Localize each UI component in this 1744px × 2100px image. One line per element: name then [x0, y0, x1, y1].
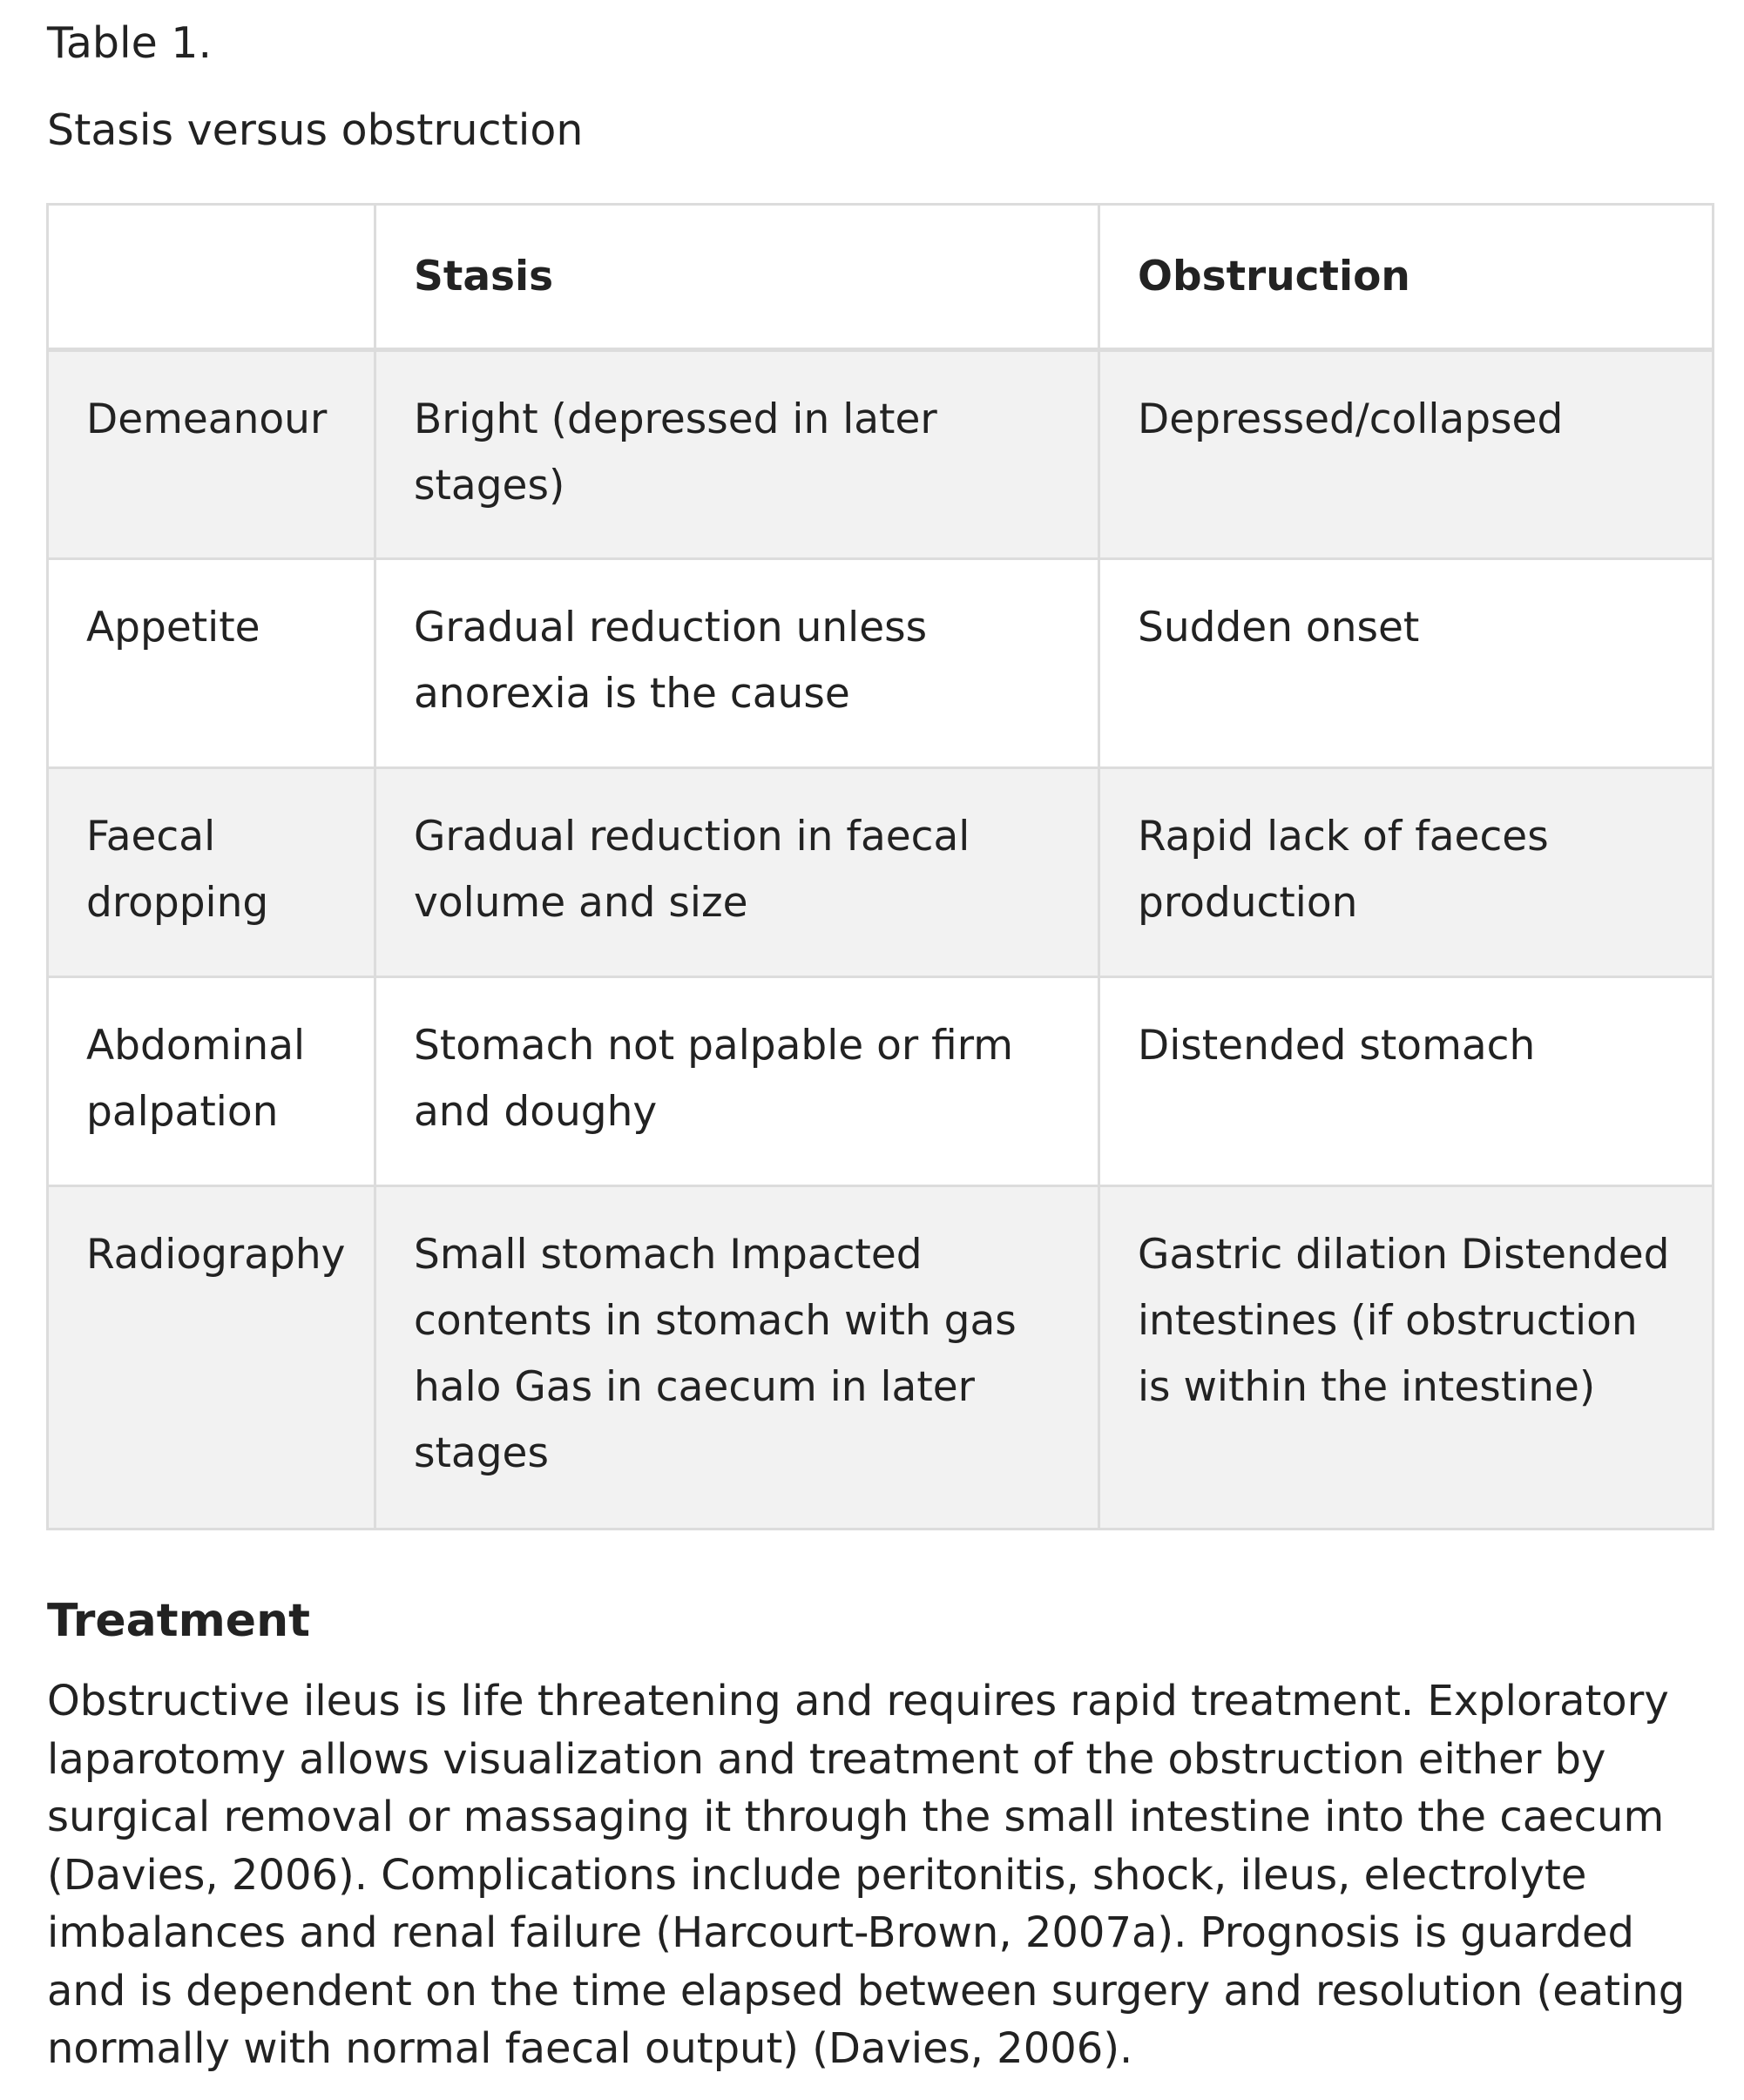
table-caption-label: Table 1.: [47, 18, 213, 68]
obstruction-cell: Sudden onset: [1099, 559, 1714, 768]
row-label-cell: Demeanour: [48, 350, 375, 559]
stasis-cell: Bright (depressed in later stages): [375, 350, 1099, 559]
stasis-cell: Gradual reduction unless anorexia is the cause: [375, 559, 1099, 768]
header-cell-empty: [48, 205, 375, 350]
table-row: [48, 1186, 1714, 1529]
stasis-cell: Stomach not palpable or firm and doughy: [375, 977, 1099, 1186]
stasis-cell: Small stomach Impacted contents in stomach with gas halo Gas in caecum in later stages: [375, 1186, 1099, 1529]
table-caption-title: Stasis versus obstruction: [47, 105, 584, 155]
obstruction-cell: Gastric dilation Distended intestines (if obstruction is within the intestine): [1099, 1186, 1714, 1529]
obstruction-cell: Distended stomach: [1099, 977, 1714, 1186]
table-row: [48, 977, 1714, 1186]
header-cell-stasis: Stasis: [375, 205, 1099, 350]
table-row: [48, 768, 1714, 977]
comparison-table: [46, 203, 1714, 1530]
section-heading-treatment: Treatment: [47, 1595, 310, 1647]
table-row: [48, 350, 1714, 559]
table-row: [48, 559, 1714, 768]
stasis-cell: Gradual reduction in faecal volume and size: [375, 768, 1099, 977]
row-label-cell: Radiography: [48, 1186, 375, 1529]
row-label-cell: Appetite: [48, 559, 375, 768]
obstruction-cell: Rapid lack of faeces production: [1099, 768, 1714, 977]
row-label-cell: Faecal dropping: [48, 768, 375, 977]
row-label-cell: Abdominal palpation: [48, 977, 375, 1186]
treatment-paragraph: Obstructive ileus is life threatening and requires rapid treatment. Exploratory laparotomy allows visualization and treatment of the obstruction either by surgical removal or massaging it through the small intestine into the caecum (Davies, 2006). Complications include peritonitis, shock, ileus, electrolyte imbalances and renal failure (Harcourt-Brown, 2007a). Prognosis is guarded and is dependent on the time elapsed between surgery and resolution (eating normally with normal faecal output) (Davies, 2006).: [47, 1677, 1686, 2073]
table-header-row: [48, 205, 1714, 350]
obstruction-cell: Depressed/collapsed: [1099, 350, 1714, 559]
header-cell-obstruction: Obstruction: [1099, 205, 1714, 350]
